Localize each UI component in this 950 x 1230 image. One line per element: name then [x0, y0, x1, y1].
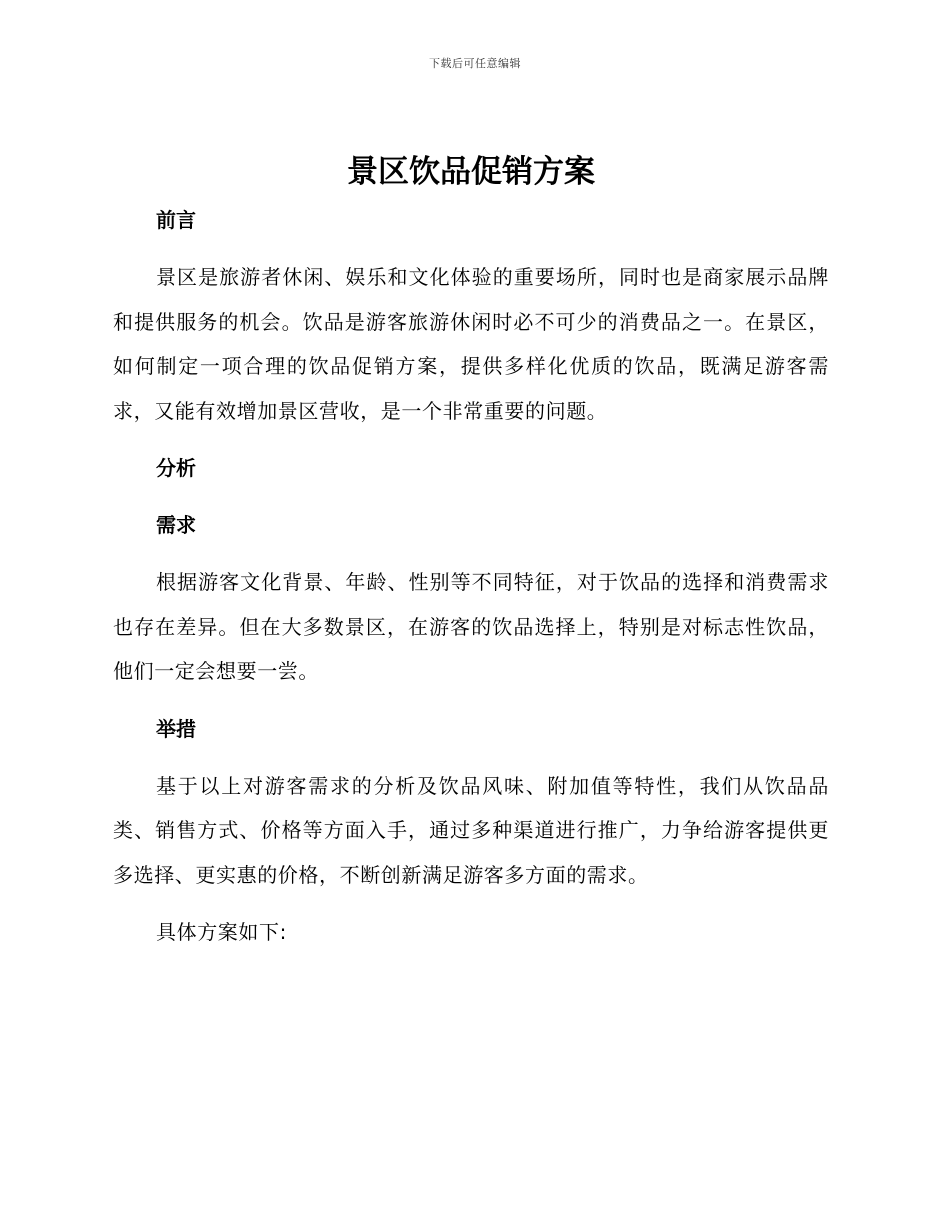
paragraph-plan-intro: 具体方案如下: [156, 920, 287, 944]
document-body [113, 150, 829, 968]
section-heading-analysis: 分析 [156, 456, 196, 480]
section-heading-measures: 举措 [156, 716, 196, 741]
paragraph-preface: 景区是旅游者休闲、娱乐和文化体验的重要场所，同时也是商家展示品牌和提供服务的机会。饮品是游客旅游休闲时必不可少的消费品之一。在景区，如何制定一项合理的饮品促销方案，提供多样化优质的饮品，既满足游客需求，又能有效增加景区营收，是一个非常重要的问题。 [113, 265, 829, 423]
paragraph-demand: 根据游客文化背景、年龄、性别等不同特征，对于饮品的选择和消费需求也存在差异。但在大多数景区，在游客的饮品选择上，特别是对标志性饮品，他们一定会想要一尝。 [113, 570, 829, 683]
page-header-note: 下载后可任意编辑 [429, 57, 521, 70]
section-heading-preface: 前言 [156, 208, 196, 232]
paragraph-measures: 基于以上对游客需求的分析及饮品风味、附加值等特性，我们从饮品品类、销售方式、价格等方面入手，通过多种渠道进行推广，力争给游客提供更多选择、更实惠的价格，不断创新满足游客多方面的需求。 [113, 773, 829, 887]
section-heading-demand: 需求 [156, 513, 196, 537]
document-title: 景区饮品促销方案 [347, 154, 595, 190]
